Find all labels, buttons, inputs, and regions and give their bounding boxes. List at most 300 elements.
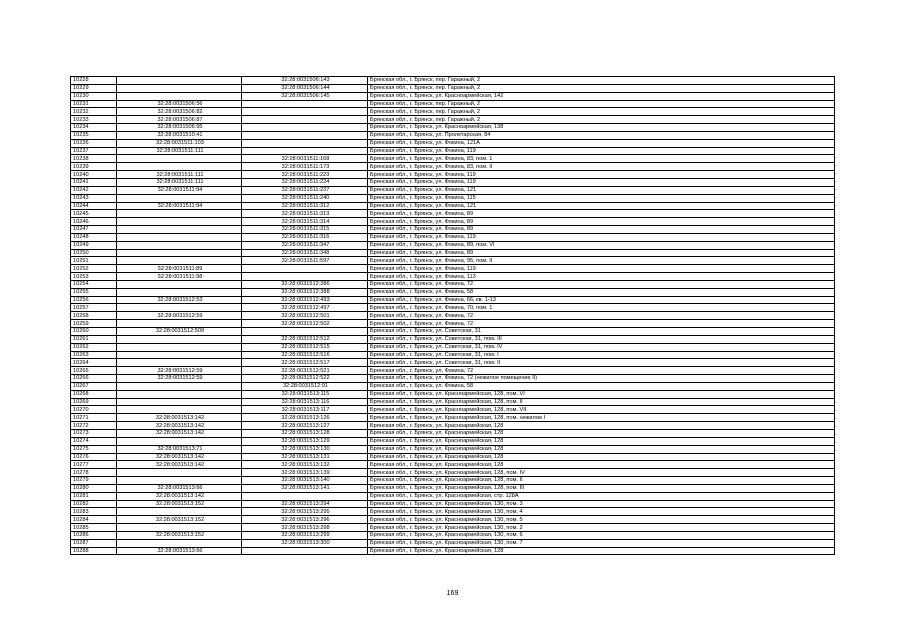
table-row — [71, 477, 835, 485]
parcel-number-cell — [117, 524, 242, 532]
table-row — [71, 218, 835, 226]
parcel-number-cell — [117, 539, 242, 547]
table-row — [71, 171, 835, 179]
parcel-number-cell: 32:28:0031513:152 — [117, 500, 242, 508]
parcel-number-cell: 32:28:0031513:142 — [117, 429, 242, 437]
cadastral-number-cell: 32:28:0031511:597 — [242, 257, 368, 265]
row-number-cell: 10269 — [71, 398, 117, 406]
parcel-number-cell: 32:28:0031512:509 — [117, 328, 242, 336]
row-number-cell: 10284 — [71, 516, 117, 524]
table-row — [71, 539, 835, 547]
table-row — [71, 429, 835, 437]
parcel-number-cell — [117, 163, 242, 171]
table-row — [71, 249, 835, 257]
cadastral-number-cell: 32:28:0031511:347 — [242, 241, 368, 249]
cadastral-number-cell: 32:28:0031513:126 — [242, 414, 368, 422]
parcel-number-cell — [117, 249, 242, 257]
row-number-cell: 10232 — [71, 108, 117, 116]
row-number-cell: 10228 — [71, 77, 117, 85]
parcel-number-cell — [117, 194, 242, 202]
table-row — [71, 304, 835, 312]
table-row — [71, 398, 835, 406]
address-cell: Брянская обл., г. Брянск, ул. Фокина, 70, пом. 1 — [368, 304, 835, 312]
table-row — [71, 139, 835, 147]
row-number-cell: 10264 — [71, 359, 117, 367]
parcel-number-cell — [117, 320, 242, 328]
cadastral-number-cell: 32:28:0031512:516 — [242, 351, 368, 359]
address-cell: Брянская обл., г. Брянск, пер. Гаражный, 2 — [368, 100, 835, 108]
parcel-number-cell: 32:28:0031512:53 — [117, 296, 242, 304]
row-number-cell: 10272 — [71, 422, 117, 430]
address-cell: Брянская обл., г. Брянск, ул. Красноармейская, 128 — [368, 547, 835, 555]
table-row — [71, 226, 835, 234]
table-row — [71, 367, 835, 375]
parcel-number-cell — [117, 304, 242, 312]
parcel-number-cell: 32:28:0031511:89 — [117, 265, 242, 273]
parcel-number-cell: 32:28:0031512:59 — [117, 375, 242, 383]
table-row — [71, 445, 835, 453]
address-cell: Брянская обл., г. Брянск, ул. Пролетарская, 84 — [368, 131, 835, 139]
cadastral-number-cell: 32:28:0031513:140 — [242, 477, 368, 485]
cadastral-number-cell: 32:28:0031512:512 — [242, 335, 368, 343]
address-cell: Брянская обл., г. Брянск, ул. Красноармейская, 142 — [368, 92, 835, 100]
cadastral-number-cell: 32:28:0031512:388 — [242, 288, 368, 296]
parcel-number-cell — [117, 335, 242, 343]
row-number-cell: 10285 — [71, 524, 117, 532]
parcel-number-cell: 32:28:0031513:142 — [117, 414, 242, 422]
address-cell: Брянская обл., г. Брянск, ул. Фокина, 72 — [368, 312, 835, 320]
cadastral-number-cell: 32:28:0031511:224 — [242, 178, 368, 186]
address-cell: Брянская обл., г. Брянск, ул. Фокина, 121 — [368, 202, 835, 210]
table-row — [71, 257, 835, 265]
address-cell: Брянская обл., г. Брянск, ул. Фокина, 89 — [368, 226, 835, 234]
row-number-cell: 10254 — [71, 280, 117, 288]
table-row — [71, 469, 835, 477]
address-cell: Брянская обл., г. Брянск, ул. Красноармейская, 128 — [368, 422, 835, 430]
parcel-number-cell: 32:28:0031511:94 — [117, 186, 242, 194]
parcel-number-cell: 32:28:0031511:103 — [117, 139, 242, 147]
cadastral-number-cell: 32:28:0031513:298 — [242, 524, 368, 532]
address-cell: Брянская обл., г. Брянск, ул. Фокина, 72 (нежилое помещение II) — [368, 375, 835, 383]
table-row — [71, 516, 835, 524]
parcel-number-cell: 32:28:0031506:56 — [117, 100, 242, 108]
parcel-number-cell — [117, 508, 242, 516]
table-row — [71, 296, 835, 304]
parcel-number-cell: 32:28:0031513:142 — [117, 461, 242, 469]
table-row — [71, 233, 835, 241]
cadastral-number-cell: 32:28:0031506:145 — [242, 92, 368, 100]
cadastral-number-cell: 32:28:0031511:313 — [242, 210, 368, 218]
parcel-number-cell: 32:28:0031513:142 — [117, 422, 242, 430]
table-row — [71, 375, 835, 383]
cadastral-number-cell — [242, 547, 368, 555]
cadastral-number-cell — [242, 124, 368, 132]
parcel-number-cell: 32:28:0031512:59 — [117, 312, 242, 320]
parcel-number-cell — [117, 398, 242, 406]
row-number-cell: 10267 — [71, 382, 117, 390]
table-row — [71, 508, 835, 516]
parcel-number-cell: 32:28:0031506:82 — [117, 108, 242, 116]
table-row — [71, 163, 835, 171]
address-cell: Брянская обл., г. Брянск, ул. Советская, 31 — [368, 328, 835, 336]
parcel-number-cell — [117, 437, 242, 445]
address-cell: Брянская обл., г. Брянск, ул. Фокина, 83, пом. 1 — [368, 155, 835, 163]
table-row — [71, 202, 835, 210]
address-cell: Брянская обл., г. Брянск, ул. Фокина, 83, пом. II — [368, 163, 835, 171]
row-number-cell: 10243 — [71, 194, 117, 202]
address-cell: Брянская обл., г. Брянск, ул. Красноармейская, 128 — [368, 461, 835, 469]
cadastral-number-cell — [242, 139, 368, 147]
table-row — [71, 241, 835, 249]
table-row — [71, 531, 835, 539]
row-number-cell: 10263 — [71, 351, 117, 359]
table-row — [71, 414, 835, 422]
row-number-cell: 10244 — [71, 202, 117, 210]
parcel-number-cell: 32:28:0031513:66 — [117, 547, 242, 555]
table-row — [71, 178, 835, 186]
address-cell: Брянская обл., г. Брянск, ул. Фокина, 89, пом. VI — [368, 241, 835, 249]
parcel-number-cell — [117, 390, 242, 398]
table-row — [71, 547, 835, 555]
address-cell: Брянская обл., г. Брянск, ул. Красноармейская, 128, пом. II — [368, 398, 835, 406]
parcel-number-cell — [117, 92, 242, 100]
row-number-cell: 10283 — [71, 508, 117, 516]
row-number-cell: 10238 — [71, 155, 117, 163]
table-row — [71, 500, 835, 508]
table-row — [71, 422, 835, 430]
row-number-cell: 10241 — [71, 178, 117, 186]
cadastral-number-cell: 32:28:0031513:132 — [242, 461, 368, 469]
table-row — [71, 186, 835, 194]
cadastral-number-cell — [242, 492, 368, 500]
cadastral-number-cell — [242, 131, 368, 139]
address-cell: Брянская обл., г. Брянск, ул. Фокина, 121 — [368, 186, 835, 194]
row-number-cell: 10245 — [71, 210, 117, 218]
address-cell: Брянская обл., г. Брянск, ул. Фокина, 58 — [368, 288, 835, 296]
address-cell: Брянская обл., г. Брянск, ул. Фокина, 121А — [368, 139, 835, 147]
cadastral-number-cell — [242, 265, 368, 273]
row-number-cell: 10258 — [71, 312, 117, 320]
cadastral-number-cell: 32:28:0031513:128 — [242, 429, 368, 437]
address-cell: Брянская обл., г. Брянск, ул. Фокина, 119 — [368, 233, 835, 241]
address-cell: Брянская обл., г. Брянск, ул. Советская, 31, пом. II — [368, 359, 835, 367]
parcel-number-cell: 32:28:0031513:71 — [117, 445, 242, 453]
table-row — [71, 84, 835, 92]
table-row — [71, 116, 835, 124]
row-number-cell: 10282 — [71, 500, 117, 508]
row-number-cell: 10265 — [71, 367, 117, 375]
table-row — [71, 359, 835, 367]
row-number-cell: 10246 — [71, 218, 117, 226]
address-cell: Брянская обл., г. Брянск, ул. Фокина, 72 — [368, 367, 835, 375]
parcel-number-cell — [117, 469, 242, 477]
parcel-number-cell — [117, 382, 242, 390]
table-row — [71, 312, 835, 320]
cadastral-number-cell — [242, 147, 368, 155]
row-number-cell: 10278 — [71, 469, 117, 477]
address-cell: Брянская обл., г. Брянск, ул. Красноармейская, стр. 128А — [368, 492, 835, 500]
parcel-number-cell — [117, 288, 242, 296]
row-number-cell: 10274 — [71, 437, 117, 445]
table-row — [71, 351, 835, 359]
table-row — [71, 335, 835, 343]
parcel-number-cell — [117, 210, 242, 218]
row-number-cell: 10279 — [71, 477, 117, 485]
table-row — [71, 124, 835, 132]
parcel-number-cell — [117, 218, 242, 226]
address-cell: Брянская обл., г. Брянск, ул. Красноармейская, 128 — [368, 445, 835, 453]
registry-table — [70, 76, 835, 555]
row-number-cell: 10234 — [71, 124, 117, 132]
table-row — [71, 406, 835, 414]
row-number-cell: 10250 — [71, 249, 117, 257]
address-cell: Брянская обл., г. Брянск, ул. Красноармейская, 138 — [368, 124, 835, 132]
row-number-cell: 10286 — [71, 531, 117, 539]
address-cell: Брянская обл., г. Брянск, пер. Гаражный, 2 — [368, 84, 835, 92]
row-number-cell: 10270 — [71, 406, 117, 414]
address-cell: Брянская обл., г. Брянск, ул. Фокина, 119 — [368, 265, 835, 273]
cadastral-number-cell: 32:28:0031512:497 — [242, 304, 368, 312]
table-row — [71, 320, 835, 328]
table-row — [71, 437, 835, 445]
parcel-number-cell: 32:28:0031513:152 — [117, 531, 242, 539]
row-number-cell: 10276 — [71, 453, 117, 461]
row-number-cell: 10275 — [71, 445, 117, 453]
cadastral-number-cell — [242, 328, 368, 336]
row-number-cell: 10235 — [71, 131, 117, 139]
cadastral-number-cell: 32:28:0031513:299 — [242, 531, 368, 539]
address-cell: Брянская обл., г. Брянск, ул. Красноармейская, 128, пом. нежилое I — [368, 414, 835, 422]
parcel-number-cell — [117, 343, 242, 351]
cadastral-number-cell: 32:28:0031511:240 — [242, 194, 368, 202]
parcel-number-cell: 32:28:0031513:142 — [117, 492, 242, 500]
address-cell: Брянская обл., г. Брянск, ул. Красноармейская, 128, пом. IV — [368, 469, 835, 477]
parcel-number-cell: 32:28:0031513:66 — [117, 484, 242, 492]
cadastral-number-cell: 32:28:0031513:300 — [242, 539, 368, 547]
table-row — [71, 194, 835, 202]
row-number-cell: 10233 — [71, 116, 117, 124]
parcel-number-cell: 32:28:0031513:152 — [117, 516, 242, 524]
row-number-cell: 10229 — [71, 84, 117, 92]
row-number-cell: 10287 — [71, 539, 117, 547]
page-number: 169 — [446, 590, 459, 597]
parcel-number-cell — [117, 155, 242, 163]
table-row — [71, 108, 835, 116]
cadastral-number-cell: 32:28:0031511:316 — [242, 233, 368, 241]
table-row — [71, 461, 835, 469]
address-cell: Брянская обл., г. Брянск, ул. Советская, 31, пом. III — [368, 335, 835, 343]
parcel-number-cell: 32:28:0031511:111 — [117, 171, 242, 179]
cadastral-number-cell: 32:28:0031512:493 — [242, 296, 368, 304]
table-row — [71, 265, 835, 273]
row-number-cell: 10256 — [71, 296, 117, 304]
parcel-number-cell: 32:28:0031511:94 — [117, 202, 242, 210]
parcel-number-cell — [117, 351, 242, 359]
table-row — [71, 343, 835, 351]
address-cell: Брянская обл., г. Брянск, ул. Советская, 31, пом. IV — [368, 343, 835, 351]
row-number-cell: 10231 — [71, 100, 117, 108]
address-cell: Брянская обл., г. Брянск, ул. Красноармейская, 128 — [368, 437, 835, 445]
parcel-number-cell: 32:28:0031511:111 — [117, 178, 242, 186]
address-cell: Брянская обл., г. Брянск, ул. Красноармейская, 130, пом. 5 — [368, 516, 835, 524]
parcel-number-cell — [117, 233, 242, 241]
table-row — [71, 100, 835, 108]
cadastral-number-cell: 32:28:0031511:168 — [242, 155, 368, 163]
table-row — [71, 280, 835, 288]
cadastral-number-cell — [242, 108, 368, 116]
row-number-cell: 10273 — [71, 429, 117, 437]
table-row — [71, 273, 835, 281]
parcel-number-cell — [117, 241, 242, 249]
address-cell: Брянская обл., г. Брянск, ул. Фокина, 113 — [368, 273, 835, 281]
row-number-cell: 10271 — [71, 414, 117, 422]
address-cell: Брянская обл., г. Брянск, ул. Фокина, 89 — [368, 218, 835, 226]
cadastral-number-cell: 32:28:0031513:131 — [242, 453, 368, 461]
parcel-number-cell: 32:28:0031506:87 — [117, 116, 242, 124]
row-number-cell: 10257 — [71, 304, 117, 312]
parcel-number-cell — [117, 280, 242, 288]
address-cell: Брянская обл., г. Брянск, ул. Красноармейская, 130, пом. 6 — [368, 531, 835, 539]
row-number-cell: 10262 — [71, 343, 117, 351]
parcel-number-cell: 32:28:0031510:41 — [117, 131, 242, 139]
cadastral-number-cell: 32:28:0031513:127 — [242, 422, 368, 430]
row-number-cell: 10259 — [71, 320, 117, 328]
parcel-number-cell — [117, 226, 242, 234]
cadastral-number-cell: 32:28:0031513:115 — [242, 390, 368, 398]
cadastral-number-cell: 32:28:0031513:116 — [242, 398, 368, 406]
table-row — [71, 155, 835, 163]
cadastral-number-cell: 32:28:0031513:129 — [242, 437, 368, 445]
table-row — [71, 92, 835, 100]
row-number-cell: 10249 — [71, 241, 117, 249]
cadastral-number-cell: 32:28:0031512:91 — [242, 382, 368, 390]
cadastral-number-cell — [242, 100, 368, 108]
cadastral-number-cell: 32:28:0031511:237 — [242, 186, 368, 194]
address-cell: Брянская обл., г. Брянск, пер. Гаражный, 2 — [368, 77, 835, 85]
cadastral-number-cell: 32:28:0031513:294 — [242, 500, 368, 508]
table-row — [71, 328, 835, 336]
table-row — [71, 77, 835, 85]
address-cell: Брянская обл., г. Брянск, ул. Фокина, 119 — [368, 171, 835, 179]
row-number-cell: 10240 — [71, 171, 117, 179]
address-cell: Брянская обл., г. Брянск, ул. Фокина, 115 — [368, 194, 835, 202]
cadastral-number-cell: 32:28:0031513:130 — [242, 445, 368, 453]
row-number-cell: 10277 — [71, 461, 117, 469]
cadastral-number-cell: 32:28:0031511:223 — [242, 171, 368, 179]
address-cell: Брянская обл., г. Брянск, ул. Красноармейская, 130, пом. 2 — [368, 524, 835, 532]
row-number-cell: 10230 — [71, 92, 117, 100]
table-row — [71, 288, 835, 296]
cadastral-number-cell: 32:28:0031512:515 — [242, 343, 368, 351]
cadastral-number-cell: 32:28:0031512:522 — [242, 375, 368, 383]
cadastral-number-cell: 32:28:0031506:144 — [242, 84, 368, 92]
row-number-cell: 10252 — [71, 265, 117, 273]
address-cell: Брянская обл., г. Брянск, пер. Гаражный, 2 — [368, 108, 835, 116]
cadastral-number-cell: 32:28:0031513:141 — [242, 484, 368, 492]
address-cell: Брянская обл., г. Брянск, ул. Фокина, 119 — [368, 147, 835, 155]
table-row — [71, 131, 835, 139]
row-number-cell: 10261 — [71, 335, 117, 343]
address-cell: Брянская обл., г. Брянск, ул. Красноармейская, 128, пом. III — [368, 484, 835, 492]
cadastral-number-cell: 32:28:0031511:315 — [242, 226, 368, 234]
table-row — [71, 390, 835, 398]
row-number-cell: 10255 — [71, 288, 117, 296]
address-cell: Брянская обл., г. Брянск, ул. Красноармейская, 128, пом. II — [368, 477, 835, 485]
row-number-cell: 10280 — [71, 484, 117, 492]
parcel-number-cell: 32:28:0031511:98 — [117, 273, 242, 281]
table-row — [71, 492, 835, 500]
table-row — [71, 484, 835, 492]
parcel-number-cell — [117, 84, 242, 92]
row-number-cell: 10248 — [71, 233, 117, 241]
parcel-number-cell — [117, 406, 242, 414]
row-number-cell: 10281 — [71, 492, 117, 500]
parcel-number-cell: 32:28:0031506:95 — [117, 124, 242, 132]
cadastral-number-cell — [242, 116, 368, 124]
row-number-cell: 10266 — [71, 375, 117, 383]
registry-table-body — [71, 77, 835, 555]
parcel-number-cell: 32:28:0031513:142 — [117, 453, 242, 461]
row-number-cell: 10268 — [71, 390, 117, 398]
row-number-cell: 10239 — [71, 163, 117, 171]
row-number-cell: 10237 — [71, 147, 117, 155]
parcel-number-cell — [117, 359, 242, 367]
cadastral-number-cell: 32:28:0031513:295 — [242, 508, 368, 516]
cadastral-number-cell: 32:28:0031512:521 — [242, 367, 368, 375]
cadastral-number-cell: 32:28:0031512:386 — [242, 280, 368, 288]
row-number-cell: 10288 — [71, 547, 117, 555]
address-cell: Брянская обл., г. Брянск, пер. Гаражный, 2 — [368, 116, 835, 124]
cadastral-number-cell: 32:28:0031512:502 — [242, 320, 368, 328]
row-number-cell: 10260 — [71, 328, 117, 336]
address-cell: Брянская обл., г. Брянск, ул. Фокина, 89 — [368, 249, 835, 257]
parcel-number-cell: 32:28:0031511:111 — [117, 147, 242, 155]
cadastral-number-cell: 32:28:0031511:348 — [242, 249, 368, 257]
address-cell: Брянская обл., г. Брянск, ул. Красноармейская, 128 — [368, 429, 835, 437]
cadastral-number-cell: 32:28:0031511:314 — [242, 218, 368, 226]
cadastral-number-cell — [242, 273, 368, 281]
cadastral-number-cell: 32:28:0031513:117 — [242, 406, 368, 414]
address-cell: Брянская обл., г. Брянск, ул. Советская, 31, пом. I — [368, 351, 835, 359]
address-cell: Брянская обл., г. Брянск, ул. Фокина, 119 — [368, 178, 835, 186]
cadastral-number-cell: 32:28:0031512:517 — [242, 359, 368, 367]
cadastral-number-cell: 32:28:0031506:143 — [242, 77, 368, 85]
cadastral-number-cell: 32:28:0031513:296 — [242, 516, 368, 524]
table-row — [71, 382, 835, 390]
parcel-number-cell — [117, 77, 242, 85]
table-row — [71, 453, 835, 461]
row-number-cell: 10253 — [71, 273, 117, 281]
row-number-cell: 10251 — [71, 257, 117, 265]
cadastral-number-cell: 32:28:0031512:501 — [242, 312, 368, 320]
parcel-number-cell: 32:28:0031512:59 — [117, 367, 242, 375]
address-cell: Брянская обл., г. Брянск, ул. Красноармейская, 130, пом. 7 — [368, 539, 835, 547]
parcel-number-cell — [117, 257, 242, 265]
table-row — [71, 524, 835, 532]
address-cell: Брянская обл., г. Брянск, ул. Фокина, 66, кв. 1-13 — [368, 296, 835, 304]
table-row — [71, 210, 835, 218]
cadastral-number-cell: 32:28:0031513:139 — [242, 469, 368, 477]
row-number-cell: 10242 — [71, 186, 117, 194]
address-cell: Брянская обл., г. Брянск, ул. Красноармейская, 128, пом. VI — [368, 390, 835, 398]
address-cell: Брянская обл., г. Брянск, ул. Красноармейская, 128 — [368, 453, 835, 461]
parcel-number-cell — [117, 477, 242, 485]
address-cell: Брянская обл., г. Брянск, ул. Красноармейская, 130, пом. 4 — [368, 508, 835, 516]
address-cell: Брянская обл., г. Брянск, ул. Фокина, 58 — [368, 382, 835, 390]
address-cell: Брянская обл., г. Брянск, ул. Фокина, 95, пом. II — [368, 257, 835, 265]
address-cell: Брянская обл., г. Брянск, ул. Фокина, 72 — [368, 320, 835, 328]
row-number-cell: 10247 — [71, 226, 117, 234]
